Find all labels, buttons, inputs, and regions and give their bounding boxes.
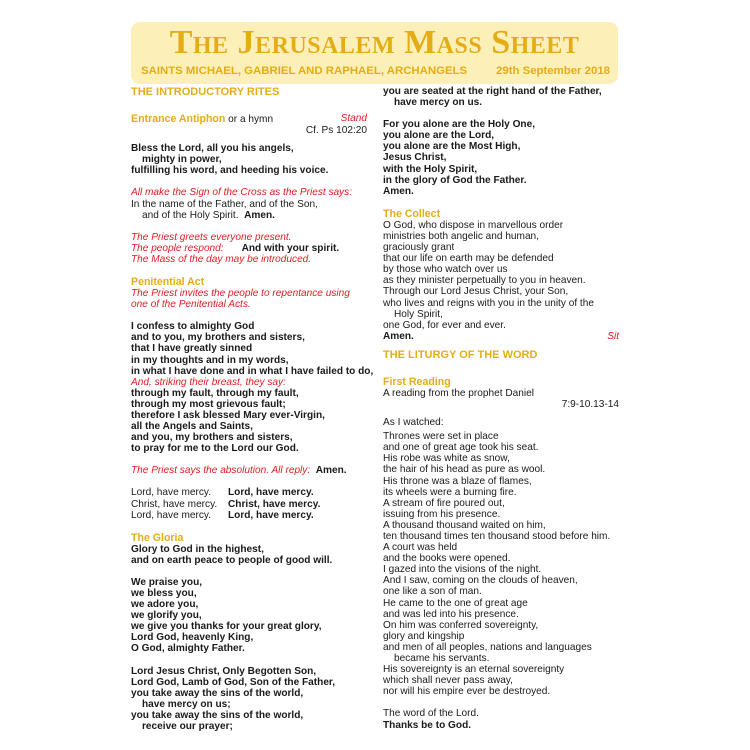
penitential-rubric: The Priest invites the people to repentance using (131, 288, 350, 300)
gloria-line: receive our prayer; (142, 721, 233, 733)
confiteor-line: I confess to almighty God (131, 321, 255, 333)
reading-line: its wheels were a burning fire. (383, 486, 517, 498)
reading-line: And I saw, coming on the clouds of heaven, (383, 575, 578, 587)
kyrie-versicle: Lord, have mercy. (131, 509, 212, 521)
collect-amen-row (383, 331, 619, 342)
penitential-act-heading: Penitential Act (131, 276, 205, 289)
gloria-line: Jesus Christ, (383, 152, 447, 164)
sheet-title: The Jerusalem Mass Sheet (169, 24, 580, 61)
confiteor-line: to pray for me to the Lord our God. (131, 443, 299, 455)
gloria-line: have mercy on us; (142, 698, 231, 710)
collect-line: Through our Lord Jesus Christ, your Son, (383, 286, 569, 298)
confiteor-line: through my most grievous fault; (131, 398, 286, 410)
intro-rites-heading: THE INTRODUCTORY RITES (131, 86, 280, 98)
thanks-be-to-god: Thanks be to God. (383, 719, 472, 731)
gloria-line: we bless you, (131, 588, 197, 599)
collect-line: one God, for ever and ever. (383, 319, 506, 331)
reading-source: A reading from the prophet Daniel (383, 387, 534, 399)
collect-line: graciously grant (383, 242, 455, 254)
confiteor-line: that I have greatly sinned (131, 343, 253, 355)
gloria-line: in the glory of God the Father. (383, 174, 527, 186)
reading-line: and was led into his presence. (383, 608, 519, 620)
reading-line: one like a son of man. (383, 586, 482, 598)
reading-line: glory and kingship (383, 630, 465, 642)
sign-line: In the name of the Father, and of the Son, (131, 198, 318, 210)
reading-line: issuing from his presence. (383, 508, 501, 520)
amen-response: Amen. (383, 330, 414, 342)
gloria-line: you are seated at the right hand of the Father, (383, 86, 602, 97)
entrance-antiphon-row (131, 113, 367, 125)
reading-line: I gazed into the visions of the night. (383, 564, 542, 576)
reading-line: the hair of his head as pure as wool. (383, 464, 546, 476)
sign-line: and of the Holy Spirit. (142, 209, 239, 221)
confiteor-line: all the Angels and Saints, (131, 421, 253, 433)
feast-name: SAINTS MICHAEL, GABRIEL AND RAPHAEL, ARCHANGELS (141, 65, 468, 77)
entrance-or-hymn: or a hymn (225, 114, 274, 125)
sign-of-cross-rubric: All make the Sign of the Cross as the Priest says: (131, 187, 353, 199)
kyrie-versicle: Christ, have mercy. (131, 498, 218, 510)
collect-line: who lives and reigns with you in the unity of the (383, 297, 594, 309)
absolution-rubric: The Priest says the absolution. All reply: (131, 465, 311, 477)
stand-rubric: Stand (340, 113, 367, 124)
gloria-line: we glorify you, (131, 610, 202, 622)
penitential-rubric: one of the Penitential Acts. (131, 299, 251, 311)
amen-response: Amen. (315, 465, 347, 477)
gloria-heading: The Gloria (131, 531, 184, 544)
confiteor-line: and you, my brothers and sisters, (131, 432, 293, 444)
gloria-line: Lord Jesus Christ, Only Begotten Son, (131, 665, 317, 677)
reading-line: A stream of fire poured out, (383, 497, 505, 509)
reading-line: became his servants. (394, 653, 490, 665)
reading-intro: As I watched: (383, 417, 444, 429)
reading-line: and the books were opened. (383, 553, 511, 565)
title-banner (131, 22, 618, 84)
kyrie-versicle: Lord, have mercy. (131, 487, 212, 499)
reading-line: His throne was a blaze of flames, (383, 475, 532, 487)
kyrie-response: Christ, have mercy. (228, 498, 321, 510)
gloria-line: Amen. (383, 185, 414, 197)
gloria-line: Glory to God in the highest, (131, 543, 264, 555)
feast-line (141, 64, 610, 78)
gloria-line: We praise you, (131, 576, 203, 588)
with-your-spirit-response: And with your spirit. (241, 242, 340, 254)
reading-reference: 7:9-10.13-14 (561, 398, 619, 410)
liturgy-of-word-heading: THE LITURGY OF THE WORD (383, 348, 538, 361)
antiphon-line: mighty in power, (142, 154, 222, 166)
amen-response: Amen. (244, 209, 275, 221)
gloria-line: have mercy on us. (394, 97, 483, 109)
collect-heading: The Collect (383, 207, 441, 220)
collect-line: that our life on earth may be defended (383, 253, 554, 265)
psalm-reference: Cf. Ps 102:20 (305, 125, 367, 137)
gloria-line: O God, almighty Father. (131, 643, 245, 655)
gloria-line: we give you thanks for your great glory, (131, 621, 322, 633)
kyrie-row (131, 510, 367, 521)
first-reading-heading: First Reading (383, 375, 451, 388)
reading-line: A court was held (383, 542, 458, 554)
gloria-line: Lord God, heavenly King, (131, 632, 254, 644)
kyrie-response: Lord, have mercy. (228, 509, 314, 521)
gloria-line: you take away the sins of the world, (131, 687, 304, 699)
reading-line: His robe was white as snow, (383, 453, 510, 465)
collect-line: as they minister perpetually to you in heaven. (383, 275, 586, 287)
collect-line: ministries both angelic and human, (383, 230, 539, 242)
people-respond-rubric: The people respond: (131, 242, 224, 254)
confiteor-line: and to you, my brothers and sisters, (131, 332, 305, 344)
reading-line: and one of great age took his seat. (383, 442, 539, 454)
gloria-line: with the Holy Spirit, (383, 163, 478, 175)
reading-line: nor will his empire ever be destroyed. (383, 686, 551, 698)
gloria-line: you take away the sins of the world, (131, 709, 304, 721)
greeting-rubric: The Priest greets everyone present. (131, 231, 292, 243)
collect-line: O God, who dispose in marvellous order (383, 219, 564, 231)
reading-line: A thousand thousand waited on him, (383, 519, 546, 531)
reading-line: which shall never pass away, (383, 675, 513, 687)
kyrie-row (131, 499, 367, 510)
sit-rubric: Sit (607, 330, 619, 342)
antiphon-line: Bless the Lord, all you his angels, (131, 143, 294, 155)
gloria-line: you alone are the Most High, (383, 141, 521, 153)
gloria-line: you alone are the Lord, (383, 130, 495, 142)
reading-line: He came to the one of great age (383, 597, 528, 609)
feast-date: 29th September 2018 (496, 65, 610, 77)
antiphon-line: fulfilling his word, and heeding his voice. (131, 165, 329, 177)
strike-breast-rubric: And, striking their breast, they say: (131, 376, 286, 388)
kyrie-response: Lord, have mercy. (228, 487, 314, 499)
reading-line: ten thousand times ten thousand stood before him. (383, 531, 611, 542)
gloria-line: we adore you, (131, 599, 199, 611)
reading-line: His sovereignty is an eternal sovereignty (383, 664, 565, 676)
collect-line: by those who watch over us (383, 264, 508, 276)
mass-introduced-rubric: The Mass of the day may be introduced. (131, 253, 312, 265)
confiteor-line: in my thoughts and in my words, (131, 354, 289, 366)
reading-line: and men of all peoples, nations and languages (383, 641, 592, 653)
left-column (131, 86, 374, 733)
confiteor-line: in what I have done and in what I have failed to do, (131, 365, 374, 377)
reading-line: Thrones were set in place (383, 431, 499, 443)
confiteor-line: through my fault, through my fault, (131, 387, 299, 399)
gloria-line: and on earth peace to people of good will. (131, 554, 333, 566)
gloria-line: For you alone are the Holy One, (383, 119, 535, 131)
entrance-antiphon-label: Entrance Antiphon (131, 113, 226, 125)
collect-line: Holy Spirit, (394, 308, 443, 320)
kyrie-row (131, 487, 367, 498)
word-of-the-lord: The word of the Lord. (383, 708, 479, 720)
right-column (383, 86, 619, 731)
gloria-line: Lord God, Lamb of God, Son of the Father, (131, 676, 336, 688)
reading-line: On him was conferred sovereignty, (383, 619, 539, 631)
confiteor-line: therefore I ask blessed Mary ever-Virgin, (131, 409, 325, 421)
